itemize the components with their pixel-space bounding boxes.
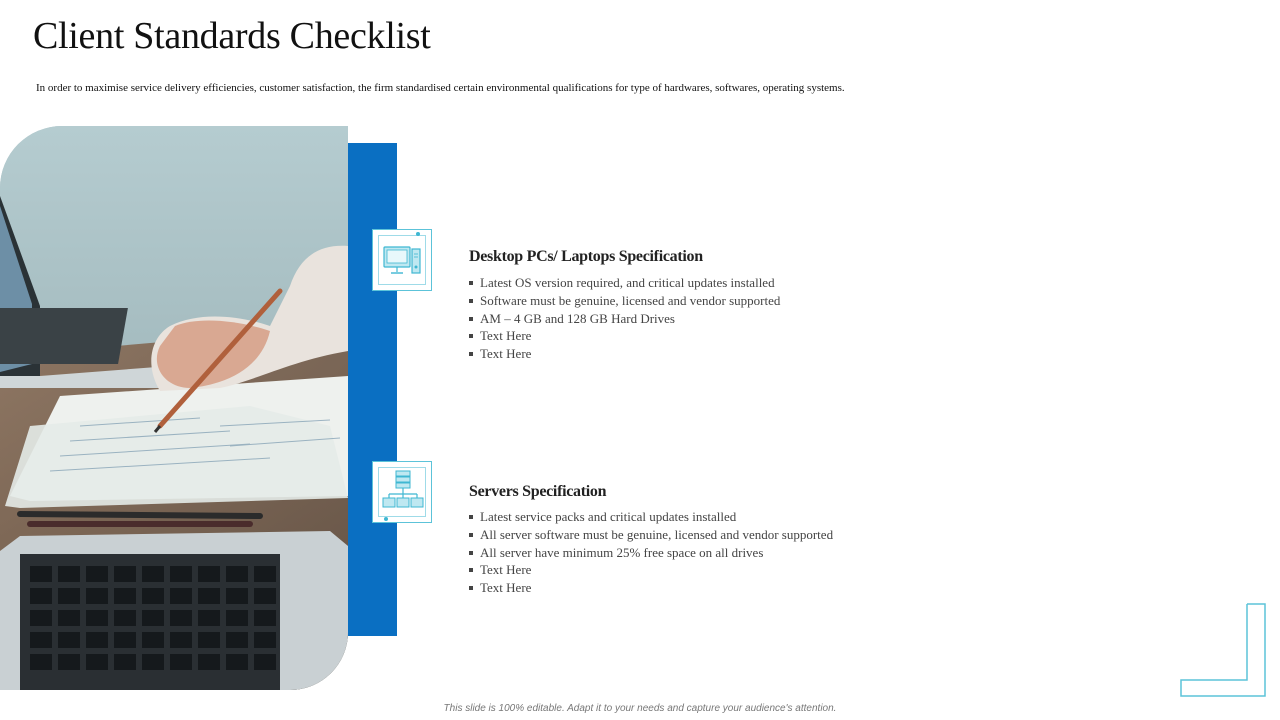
list-item: Latest service packs and critical updates installed xyxy=(469,508,833,526)
server-spec-list xyxy=(469,508,833,597)
page-title: Client Standards Checklist xyxy=(33,15,431,57)
section-heading-servers: Servers Specification xyxy=(469,483,607,500)
list-item: Text Here xyxy=(469,561,833,579)
server-network-icon xyxy=(372,461,432,523)
list-item: Text Here xyxy=(469,327,780,345)
desktop-computer-icon xyxy=(372,229,432,291)
list-item: All server software must be genuine, licensed and vendor supported xyxy=(469,526,833,544)
list-item: Text Here xyxy=(469,345,780,363)
footer-note: This slide is 100% editable. Adapt it to your needs and capture your audience's attention. xyxy=(443,703,837,714)
list-item: Text Here xyxy=(469,579,833,597)
workspace-photo-illustration xyxy=(0,126,348,690)
corner-bracket-decoration xyxy=(1178,601,1268,699)
list-item: All server have minimum 25% free space on all drives xyxy=(469,544,833,562)
list-item: Latest OS version required, and critical updates installed xyxy=(469,274,780,292)
desktop-spec-list xyxy=(469,274,780,363)
workspace-photo xyxy=(0,126,348,690)
list-item: AM – 4 GB and 128 GB Hard Drives xyxy=(469,310,780,328)
list-item: Software must be genuine, licensed and vendor supported xyxy=(469,292,780,310)
section-heading-desktop: Desktop PCs/ Laptops Specification xyxy=(469,248,703,265)
accent-bar xyxy=(348,143,397,636)
intro-text: In order to maximise service delivery efficiencies, customer satisfaction, the firm standardised certain environmental qualifications for type of hardwares, softwares, operating systems. xyxy=(36,82,845,94)
